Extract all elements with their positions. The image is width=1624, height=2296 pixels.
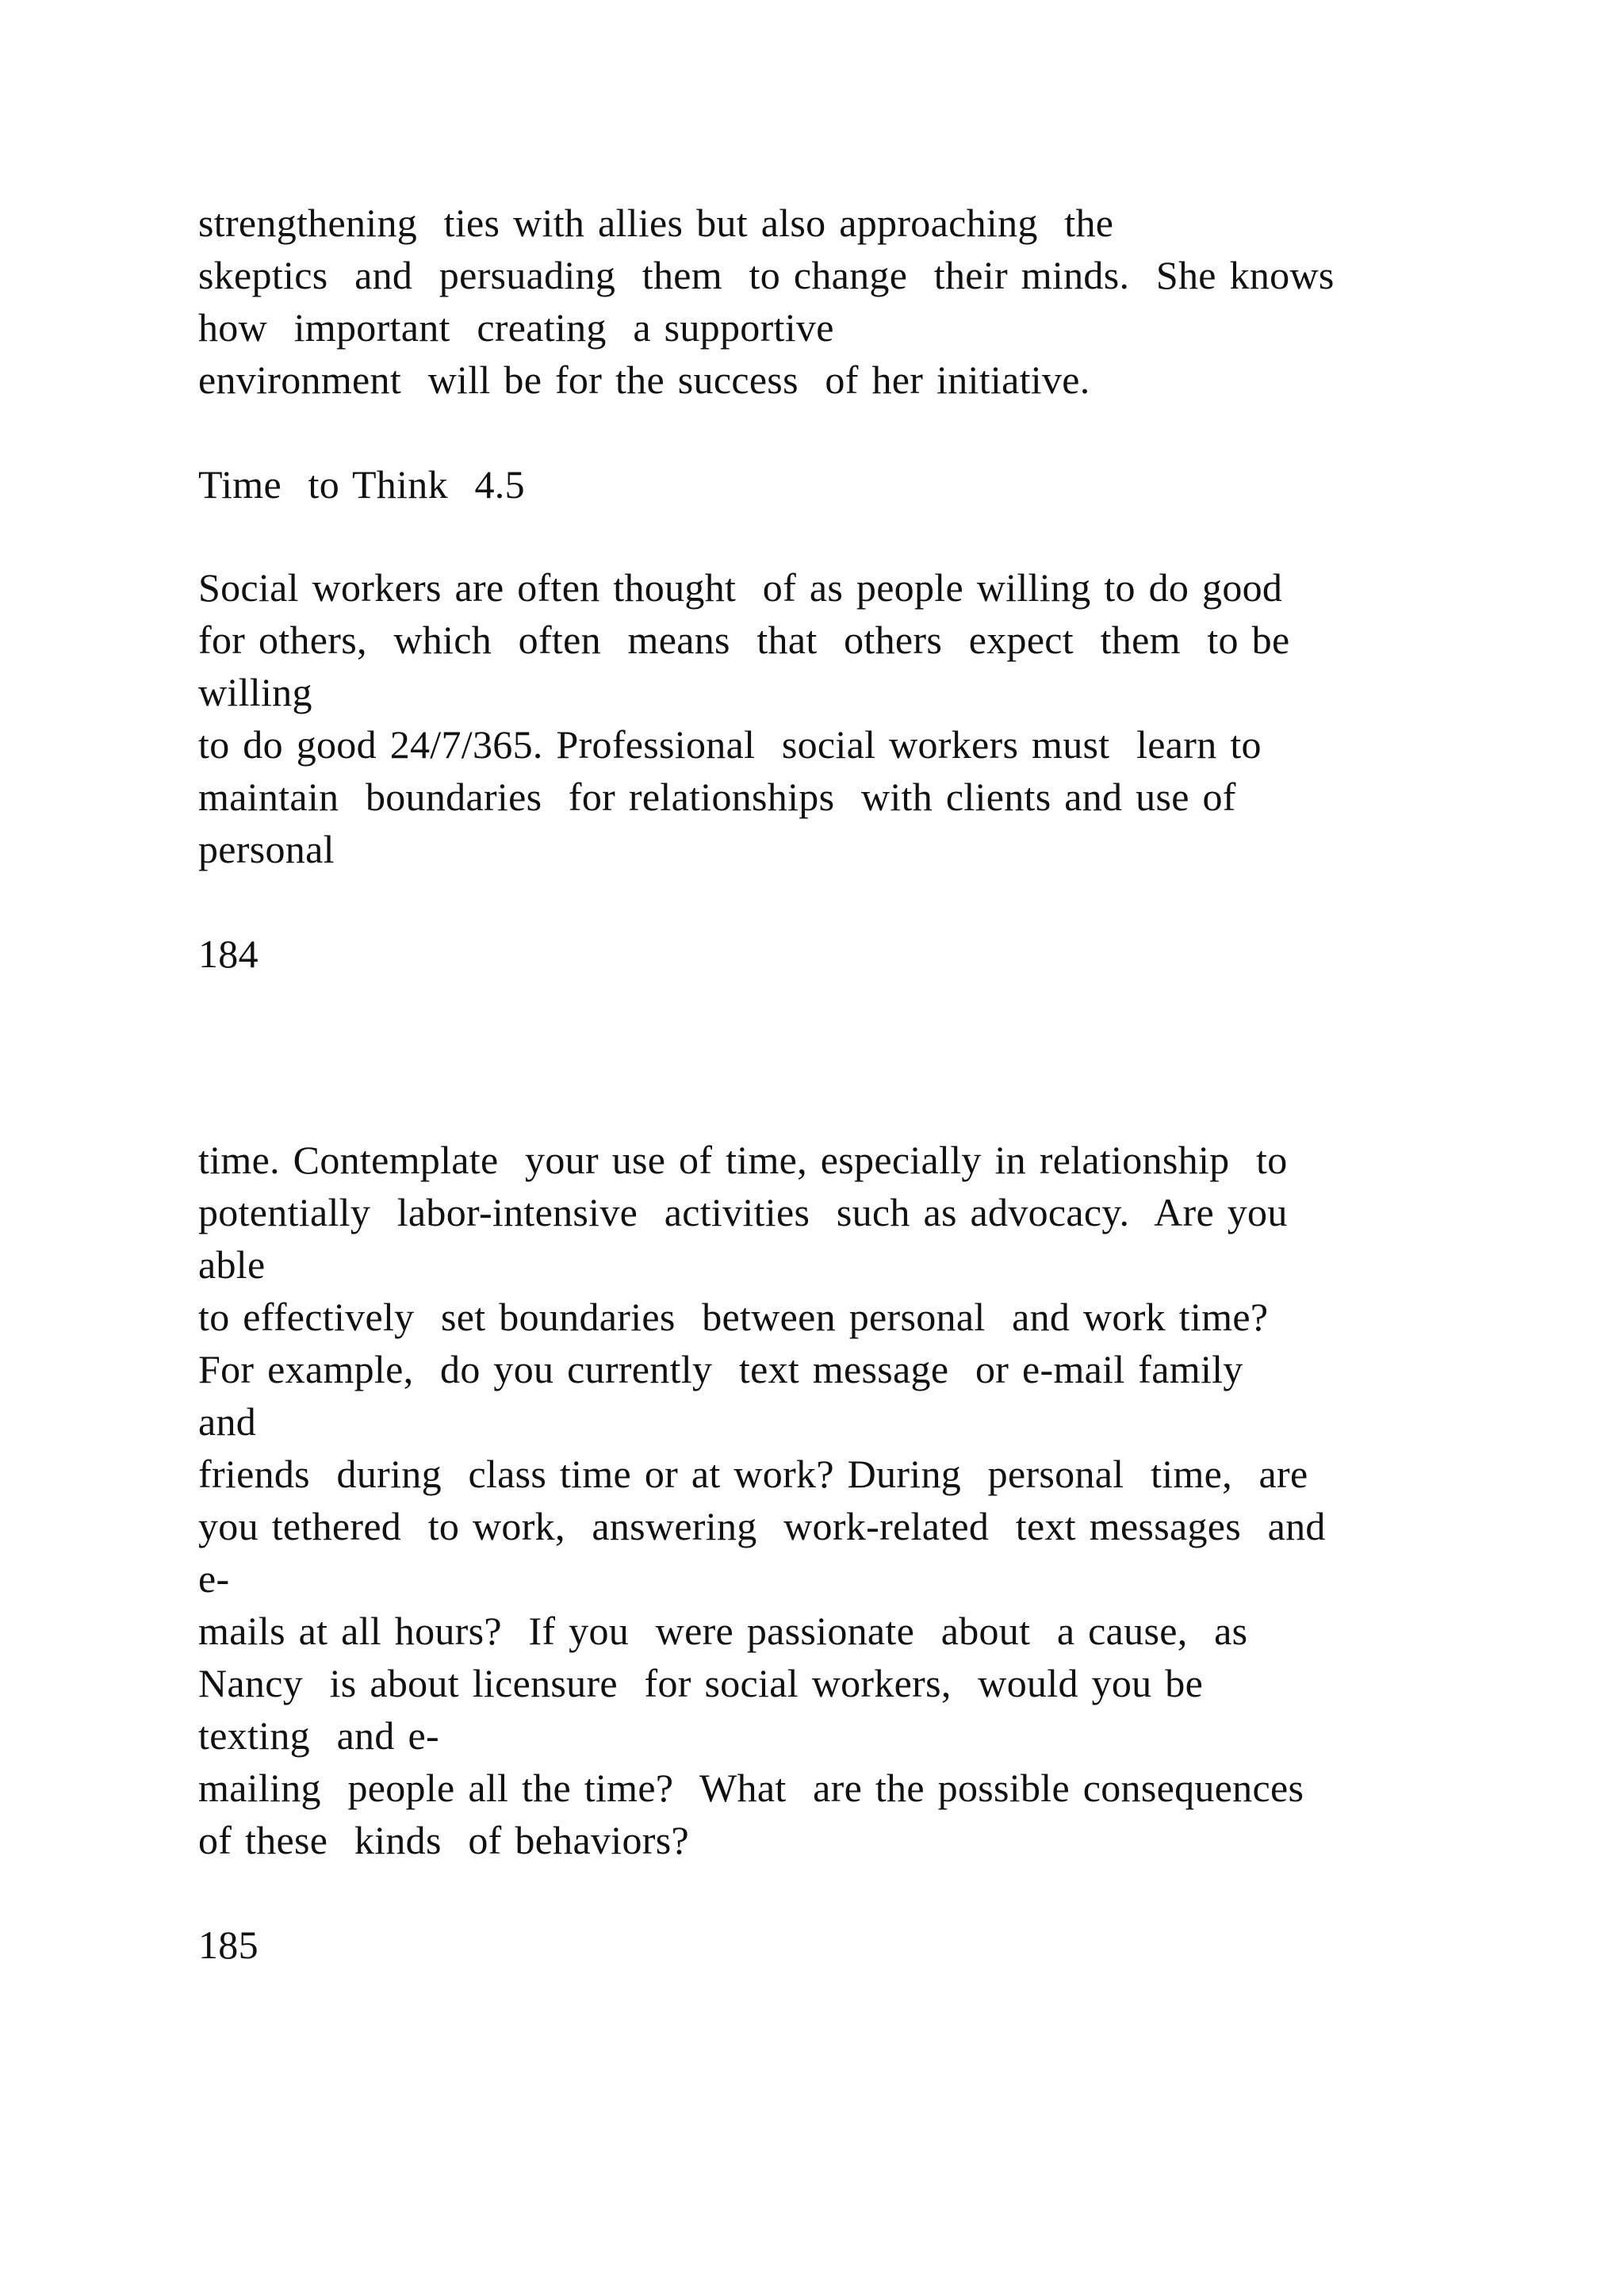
text-line: to effectively set boundaries between personal and work time? bbox=[198, 1295, 1269, 1339]
text-line: texting and e- bbox=[198, 1713, 439, 1758]
text-line: e- bbox=[198, 1556, 230, 1601]
text-line: and bbox=[198, 1399, 257, 1444]
text-line: environment will be for the success of her initiative. bbox=[198, 358, 1090, 402]
text-line: for others, which often means that others expect them to be bbox=[198, 618, 1290, 662]
text-line: willing bbox=[198, 670, 312, 714]
text-line: Nancy is about licensure for social workers, would you be bbox=[198, 1661, 1204, 1705]
text-line: time. Contemplate your use of time, especially in relationship to bbox=[198, 1138, 1288, 1182]
text-line: personal bbox=[198, 827, 335, 871]
text-line: to do good 24/7/365. Professional social workers must learn to bbox=[198, 722, 1262, 767]
text-line: maintain boundaries for relationships with clients and use of bbox=[198, 775, 1236, 819]
text-line: of these kinds of behaviors? bbox=[198, 1818, 689, 1862]
text-line: mails at all hours? If you were passionate about a cause, as bbox=[198, 1609, 1248, 1653]
text-line: mailing people all the time? What are the possible consequences bbox=[198, 1766, 1304, 1810]
text-line: strengthening ties with allies but also approaching the bbox=[198, 201, 1114, 245]
text-line: how important creating a supportive bbox=[198, 305, 834, 350]
section-heading: Time to Think 4.5 bbox=[198, 462, 525, 507]
text-line: For example, do you currently text message or e-mail family bbox=[198, 1347, 1243, 1391]
text-line: skeptics and persuading them to change their minds. She knows bbox=[198, 253, 1335, 297]
text-line: able bbox=[198, 1242, 266, 1287]
text-line: you tethered to work, answering work-related text messages and bbox=[198, 1504, 1326, 1548]
text-line: potentially labor-intensive activities such as advocacy. Are you bbox=[198, 1190, 1288, 1234]
text-line: Social workers are often thought of as people willing to do good bbox=[198, 565, 1283, 610]
page-number: 184 bbox=[198, 932, 259, 976]
page-number: 185 bbox=[198, 1923, 259, 1967]
text-line: friends during class time or at work? During personal time, are bbox=[198, 1452, 1308, 1496]
